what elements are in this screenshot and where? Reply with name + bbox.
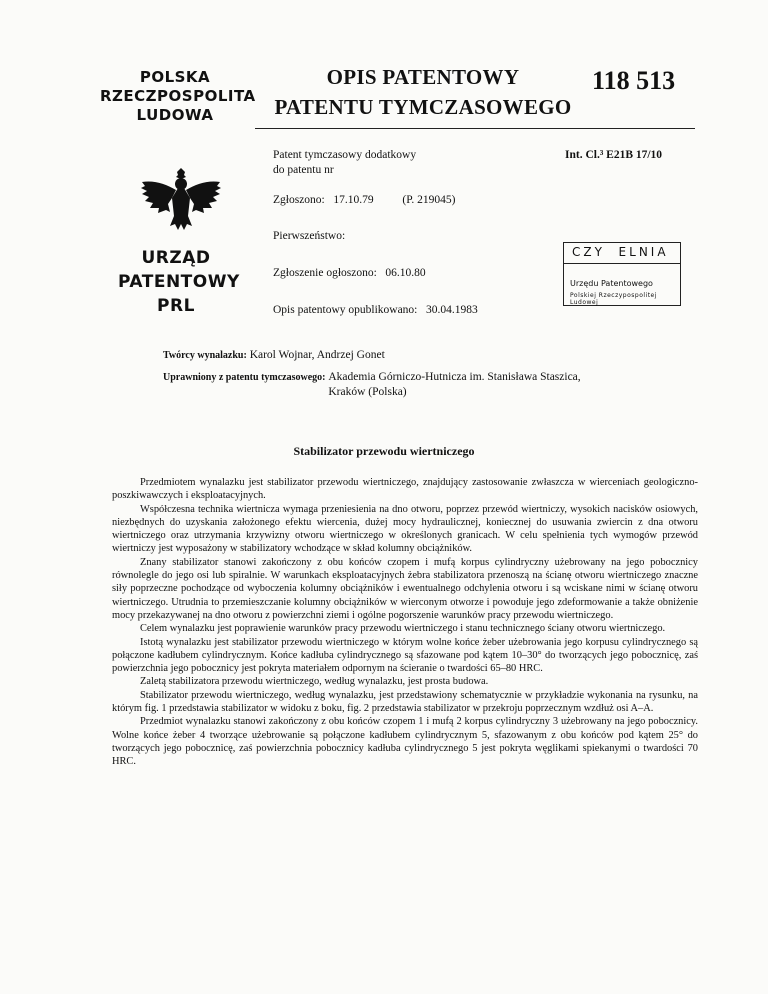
body-paragraph: Istotą wynalazku jest stabilizator przewodu wiertniczego w którym wolne końce żeber użebrowania jego korpusu cylindrycznego są połączone kadłubem cylindrycznym. Końce kadłuba cylindrycznego są sfazowane pod kątem 10–30° do tworzących jego pobocznicę, zaś powierzchnia jego pobocznicy jest pokryta materiałem odpornym na ścieranie o twardości 65–80 HRC. [112, 636, 698, 675]
filing-date: Zgłoszono: 17.10.79 (P. 219045) [273, 194, 456, 206]
body-paragraph: Przedmiotem wynalazku jest stabilizator przewodu wiertniczego, znajdujący zastosowanie zwłaszcza w wierceniach geologiczno-poszkiwawczych i eksploatacyjnych. [112, 477, 698, 502]
additional-patent-line: do patentu nr [273, 164, 334, 176]
priority-label: Pierwszeństwo: [273, 230, 346, 242]
body-paragraph: Zaletą stabilizatora przewodu wiertniczego, według wynalazku, jest prosta budowa. [140, 676, 489, 688]
library-stamp [563, 242, 681, 306]
holder-label: Uprawniony z patentu tymczasowego: [163, 372, 326, 383]
patent-office [118, 246, 240, 318]
publication-date: Opis patentowy opublikowano: 30.04.1983 [273, 304, 478, 316]
eagle-emblem-icon [138, 162, 224, 234]
document-type [268, 62, 578, 122]
additional-patent-info [273, 148, 416, 178]
invention-title: Stabilizator przewodu wiertniczego [293, 444, 475, 458]
stamp-office: Urzędu Patentowego [570, 279, 653, 288]
inventors-label: Twórcy wynalazku: [163, 350, 247, 361]
int-classification: Int. Cl.³ E21B 17/10 [565, 149, 663, 161]
holder-name [328, 370, 580, 400]
stamp-country: Polskiej Rzeczypospolitej Ludowej [570, 292, 657, 306]
body-paragraph: Przedmiot wynalazku stanowi zakończony z obu końców czopem 1 i mufą 2 korpus cylindryczny 3 użebrowany na jego pobocznicy. Wolne końce żeber 4 tworzące użebrowanie są połączone kadłubem cylindrycznym 5, sfazowanym z obu końców pod kątem 25° do tworzących jego pobocznicę, zaś powierzchnia pobocznicy kadłuba cylindrycznego 5 jest pokryta węglikami spiekanymi o twardości 70 HRC. [112, 716, 698, 768]
stamp-title: CZY ELNIA [572, 245, 669, 259]
holder-name-line: Akademia Górniczo-Hutnicza im. Stanisława Staszica, [328, 371, 581, 383]
body-paragraph: Celem wynalazku jest poprawienie warunków pracy przewodu wiertniczego i stanu technicznego ściany otworu wiertniczego. [140, 623, 666, 635]
inventors-names: Karol Wojnar, Andrzej Gonet [249, 349, 385, 361]
office-line: PATENTOWY [118, 272, 240, 292]
additional-patent-line: Patent tymczasowy dodatkowy [273, 149, 417, 161]
country-line: LUDOWA [136, 106, 214, 124]
office-line: PRL [157, 296, 195, 316]
country-name [100, 68, 256, 125]
body-paragraph: Współczesna technika wiertnicza wymaga przeniesienia na dno otworu, poprzez przewód wiertniczy, wysokich nacisków osiowych, niezbędnych do uzyskania założonego efektu wiercenia, dużej mocy hydraulicznej, koniecznej do usuwania zwiercin z dna otworu wiertniczego oraz utrzymania krzywizny otworu wiertniczego w określonych granicach. W celu spełnienia tych wymogów przewód wiertniczy jest wyposażony w stabilizatory wchodzące w skład kolumny obciążników. [112, 503, 698, 555]
description-body [112, 476, 698, 769]
inventors [163, 348, 385, 363]
header-divider [255, 128, 695, 129]
patent-holder [163, 370, 581, 400]
country-line: RZECZPOSPOLITA [100, 87, 256, 105]
doc-type-line: PATENTU TYMCZASOWEGO [274, 95, 572, 119]
holder-name-line: Kraków (Polska) [328, 386, 407, 398]
body-paragraph: Stabilizator przewodu wiertniczego, według wynalazku, jest przedstawiony schematycznie w przykładzie wykonania na rysunku, na którym fig. 1 przedstawia stabilizator w widoku z boku, fig. 2 przedstawia stabilizator w przekroju poprzecznym wzdłuż osi A–A. [112, 689, 698, 715]
office-line: URZĄD [141, 248, 211, 268]
announcement-date: Zgłoszenie ogłoszono: 06.10.80 [273, 267, 426, 279]
body-paragraph: Znany stabilizator stanowi zakończony z obu końców czopem i mufą korpus cylindryczny użebrowany na jego pobocznicy równolegle do jego osi lub spiralnie. W warunkach eksploatacyjnych żebra stabilizatora przenoszą na ścianę otworu wiertniczego znaczne siły poprzeczne pochodzące od wyboczenia kolumny obciążników i ewentualnego odchylenia otworu i są wciskane nimi w ścianę otworu wiertniczego. Utrudnia to przemieszczanie kolumny obciążników w wierconym otworze i powoduje jego zdeformowanie a także obniżenie mocy przekazywanej na dno otworu z powierzchni ziemi i ogólne pogorszenie warunków pracy przewodu wiertniczego. [112, 556, 698, 621]
stamp-divider [564, 263, 680, 264]
doc-type-line: OPIS PATENTOWY [326, 65, 520, 89]
patent-number: 118 513 [592, 66, 676, 95]
country-line: POLSKA [139, 68, 211, 86]
